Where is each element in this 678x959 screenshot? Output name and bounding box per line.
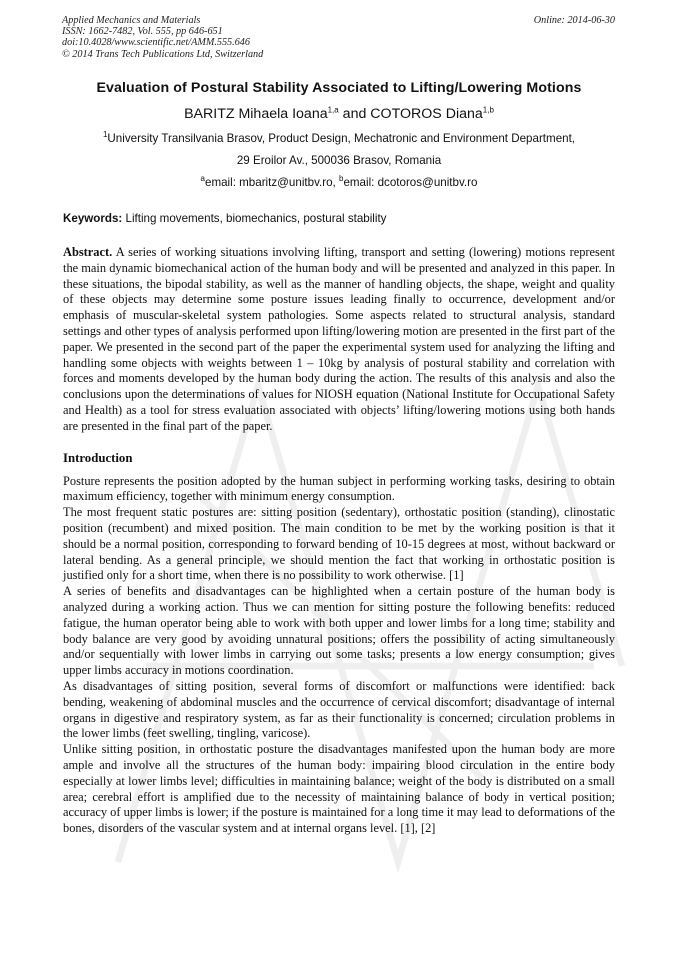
journal-doi: doi:10.4028/www.scientific.net/AMM.555.646 — [62, 37, 250, 49]
affiliation-marker: 1 — [102, 130, 108, 140]
author-1-affiliation: 1,a — [327, 105, 339, 115]
abstract-label: Abstract. — [63, 245, 113, 259]
intro-paragraph-5: Unlike sitting position, in orthostatic posture the disadvantages manifested upon the human body are more ample and involve all the structures of the human body: impairing blood circulation in the entire body especially at lower limbs level; difficulties in maintaining balance; weight of the body is distributed on a small area; cerebral effort is amplified due to the necessity of maintaining balance of body in vertical position; accuracy of upper limbs is lower; if the posture is maintained for a long time it may lead to deformations of the bones, disorders of the vascular system and at internal organs level. [1], [2] — [63, 742, 615, 836]
author-line — [63, 106, 615, 122]
intro-paragraph-2: The most frequent static postures are: sitting position (sedentary), orthostatic position (standing), clinostatic position (recumbent) and mixed position. The main condition to be met by the working position is that it should be a normal position, corresponding to forward bending of 10-15 degrees at most, without backward or lateral bending. As a general principle, we should mention the fact that working in orthostatic position is justified only for a short time, when there is no possibility to work otherwise. [1] — [63, 505, 615, 583]
abstract-text: A series of working situations involving lifting, transport and setting (lowering) motions represent the main dynamic biomechanical action of the human body and will be presented and analyzed in this paper. In these situations, the bipodal stability, as well as the manner of handling objects, the shape, weight and quality of these objects may determine some posture issues leading finally to occurrence, development and/or emphasis of muscular-skeletal system pathologies. Some aspects related to structural analysis, standard settings and other types of analysis performed upon lifting/lowering motion are presented in the first part of the paper. We presented in the second part of the paper the experimental system used for analyzing the lifting and handling some objects with weights between 1 – 10kg by analysis of postural stability and correlation with forces and moments developed by the human body during the action. The results of this analysis and also the conclusions upon the determinations of values for NIOSH equation (National Institute for Occupational Safety and Health) as a tool for stress evaluation associated with objects’ lifting/lowering motions using both hands are presented in the final part of the paper. — [63, 245, 615, 433]
affiliation-line-2: 29 Eroilor Av., 500036 Brasov, Romania — [236, 154, 442, 167]
keywords-label: Keywords: — [63, 212, 123, 225]
journal-copyright: © 2014 Trans Tech Publications Ltd, Switzerland — [62, 48, 264, 60]
author-2-affiliation: 1,b — [482, 105, 494, 115]
abstract — [63, 245, 615, 435]
intro-paragraph-3: A series of benefits and disadvantages can be highlighted when a certain posture of the human body is analyzed during a working action. Thus we can mention for sitting posture the following benefits: reduced fatigue, the human operator being able to work with both upper and lower limbs for a long time; stability and body balance are very good by avoiding unnatural positions; offers the possibility of acting simultaneously and/or sequentially with lower limbs in carrying out some tasks; presents a low energy consumption; gives upper limbs accuracy in motions coordination. — [63, 584, 615, 678]
intro-paragraph-1: Posture represents the position adopted by the human subject in performing working tasks, desiring to obtain maximum efficiency, together with minimum energy consumption. — [63, 473, 615, 504]
author-2: COTOROS Diana — [370, 106, 483, 122]
affiliation-text-1: University Transilvania Brasov, Product Design, Mechatronic and Environment Department, — [107, 132, 576, 145]
online-date: Online: 2014-06-30 — [533, 15, 615, 26]
intro-paragraph-4: As disadvantages of sitting position, several forms of discomfort or malfunctions were identified: back bending, weakening of abdominal muscles and the occurrence of cervical discomfort; disadvantage of internal organs in digestive and respiratory system, as far as their functionality is concerned; circulation problems in the lower limbs (feet swelling, tingling, varicose). — [63, 678, 615, 741]
journal-issn: ISSN: 1662-7482, Vol. 555, pp 646-651 — [62, 26, 223, 38]
email-a: email: mbaritz@unitbv.ro, — [205, 176, 339, 189]
introduction-heading: Introduction — [63, 450, 133, 465]
email-a-marker: a — [200, 174, 205, 184]
affiliation-line-1 — [63, 128, 615, 150]
journal-header — [62, 15, 263, 60]
email-line — [63, 172, 615, 194]
email-b-marker: b — [338, 174, 344, 184]
keywords-text: Lifting movements, biomechanics, postural stability — [122, 212, 387, 225]
journal-name: Applied Mechanics and Materials — [62, 15, 201, 26]
author-1: BARITZ Mihaela Ioana — [184, 106, 328, 122]
paper-body — [63, 80, 615, 837]
keywords — [63, 212, 615, 225]
paper-title: Evaluation of Postural Stability Associated to Lifting/Lowering Motions — [96, 80, 582, 96]
author-conjunction: and — [338, 106, 371, 122]
email-b: email: dcotoros@unitbv.ro — [343, 176, 478, 189]
